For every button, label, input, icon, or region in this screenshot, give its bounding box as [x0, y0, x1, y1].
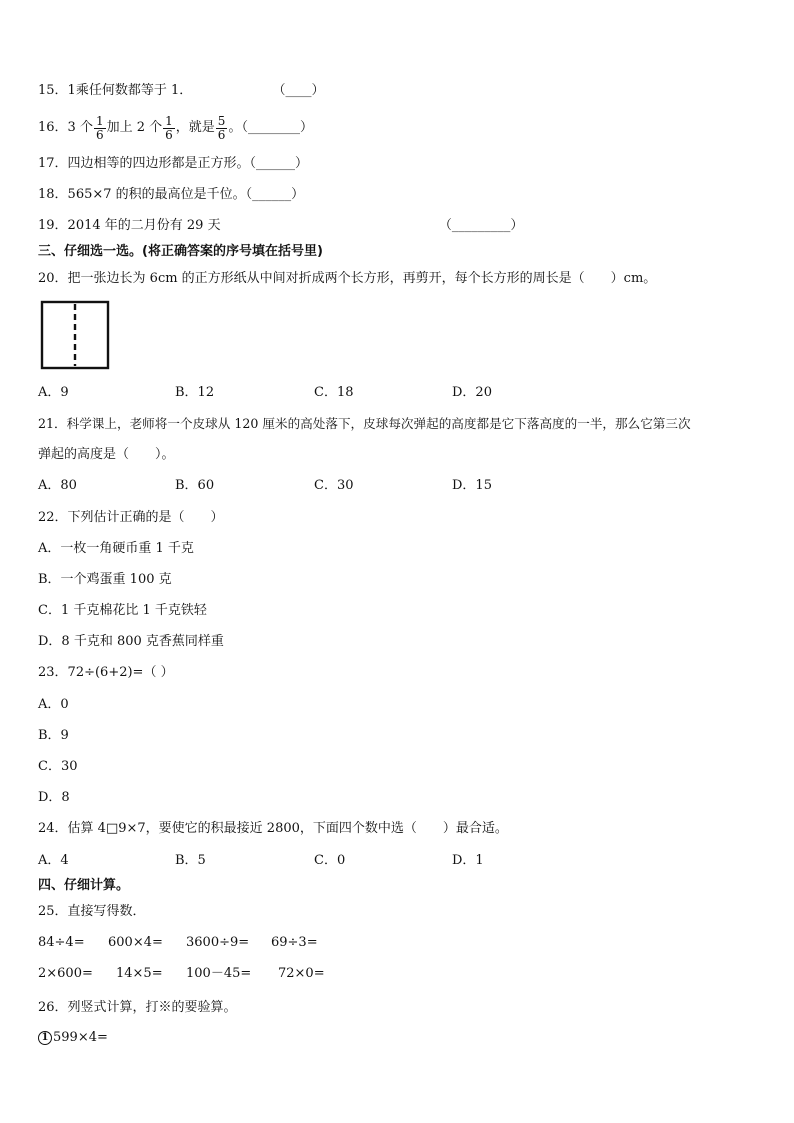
folded-square-figure [40, 300, 112, 372]
question-15 [38, 83, 325, 99]
option-b[interactable]: B．9 [38, 728, 69, 743]
option-c[interactable]: C．30 [38, 759, 78, 774]
question-16-text-c: ，就是 [175, 120, 215, 135]
question-21-stem-line2: 弹起的高度是（ ）。 [38, 447, 175, 462]
fraction-numerator: 1 [165, 113, 173, 128]
option-c[interactable]: C．1 千克棉花比 1 千克铁轻 [38, 603, 207, 618]
question-22-stem: 22．下列估计正确的是（ ） [38, 510, 224, 525]
section-4-title: 四、仔细计算。 [38, 878, 130, 893]
option-d[interactable]: D．15 [452, 478, 492, 493]
fraction-one-sixth-2 [163, 115, 175, 142]
question-19 [38, 218, 523, 234]
option-c[interactable]: C．18 [314, 385, 354, 400]
fraction-numerator: 5 [217, 113, 226, 128]
answer-blank[interactable]: （_________） [438, 218, 524, 233]
fraction-denominator: 6 [217, 127, 226, 142]
fraction-five-sixths [216, 115, 228, 142]
calc-item: 100－45= [186, 966, 252, 981]
circled-number-icon: 1 [38, 1031, 52, 1045]
calc-item: 600×4= [108, 935, 163, 950]
calc-item: 14×5= [116, 966, 163, 981]
option-a[interactable]: A．0 [38, 697, 69, 712]
option-b[interactable]: B．60 [175, 478, 215, 493]
question-26-item-1 [38, 1030, 108, 1046]
question-15-text: 15．1乘任何数都等于 1． [38, 83, 193, 98]
option-b[interactable]: B．一个鸡蛋重 100 克 [38, 572, 172, 587]
question-21-stem-line1: 21．科学课上，老师将一个皮球从 120 厘米的高处落下，皮球每次弹起的高度都是它下落高度的一半，那么它第三次 [38, 416, 691, 431]
question-19-text: 19．2014 年的二月份有 29 天 [38, 218, 221, 233]
calc-item: 2×600= [38, 966, 93, 981]
question-16-text-a: 16．3 个 [38, 120, 93, 135]
option-a[interactable]: A．80 [38, 478, 77, 493]
option-d[interactable]: D．20 [452, 385, 492, 400]
question-16-answer-blank[interactable]: 。（________） [228, 120, 313, 135]
option-c[interactable]: C．0 [314, 853, 346, 868]
question-16 [38, 113, 313, 143]
calc-item: 84÷4= [38, 935, 85, 950]
option-c[interactable]: C．30 [314, 478, 354, 493]
option-a[interactable]: A．4 [38, 853, 69, 868]
fraction-denominator: 6 [95, 127, 104, 142]
fraction-one-sixth [94, 115, 106, 142]
fraction-numerator: 1 [95, 113, 104, 128]
question-20-stem: 20．把一张边长为 6cm 的正方形纸从中间对折成两个长方形，再剪开，每个长方形的周长是（ ）cm。 [38, 271, 657, 286]
answer-blank[interactable]: （____） [272, 83, 325, 98]
calc-item: 72×0= [278, 966, 325, 981]
calc-item: 599×4= [53, 1030, 108, 1045]
option-d[interactable]: D．8 [38, 790, 70, 805]
option-b[interactable]: B．5 [175, 853, 206, 868]
question-16-text-b: 加上 2 个 [106, 120, 163, 135]
calc-item: 3600÷9= [186, 935, 250, 950]
option-a[interactable]: A．一枚一角硬币重 1 千克 [38, 541, 194, 556]
option-d[interactable]: D．1 [452, 853, 484, 868]
fraction-denominator: 6 [165, 127, 173, 142]
question-17: 17．四边相等的四边形都是正方形。（______） [38, 156, 309, 171]
question-25-stem: 25．直接写得数． [38, 904, 146, 919]
question-18: 18．565×7 的积的最高位是千位。（______） [38, 187, 305, 202]
option-a[interactable]: A．9 [38, 385, 69, 400]
question-24-stem: 24．估算 4□9×7，要使它的积最接近 2800，下面四个数中选（ ）最合适。 [38, 821, 508, 836]
calc-item: 69÷3= [271, 935, 318, 950]
option-d[interactable]: D．8 千克和 800 克香蕉同样重 [38, 634, 224, 649]
question-26-stem: 26．列竖式计算，打※的要验算。 [38, 1000, 237, 1015]
option-b[interactable]: B．12 [175, 385, 215, 400]
question-23-stem: 23．72÷(6+2)=（ ） [38, 665, 174, 680]
section-3-title: 三、仔细选一选。(将正确答案的序号填在括号里) [38, 244, 323, 259]
